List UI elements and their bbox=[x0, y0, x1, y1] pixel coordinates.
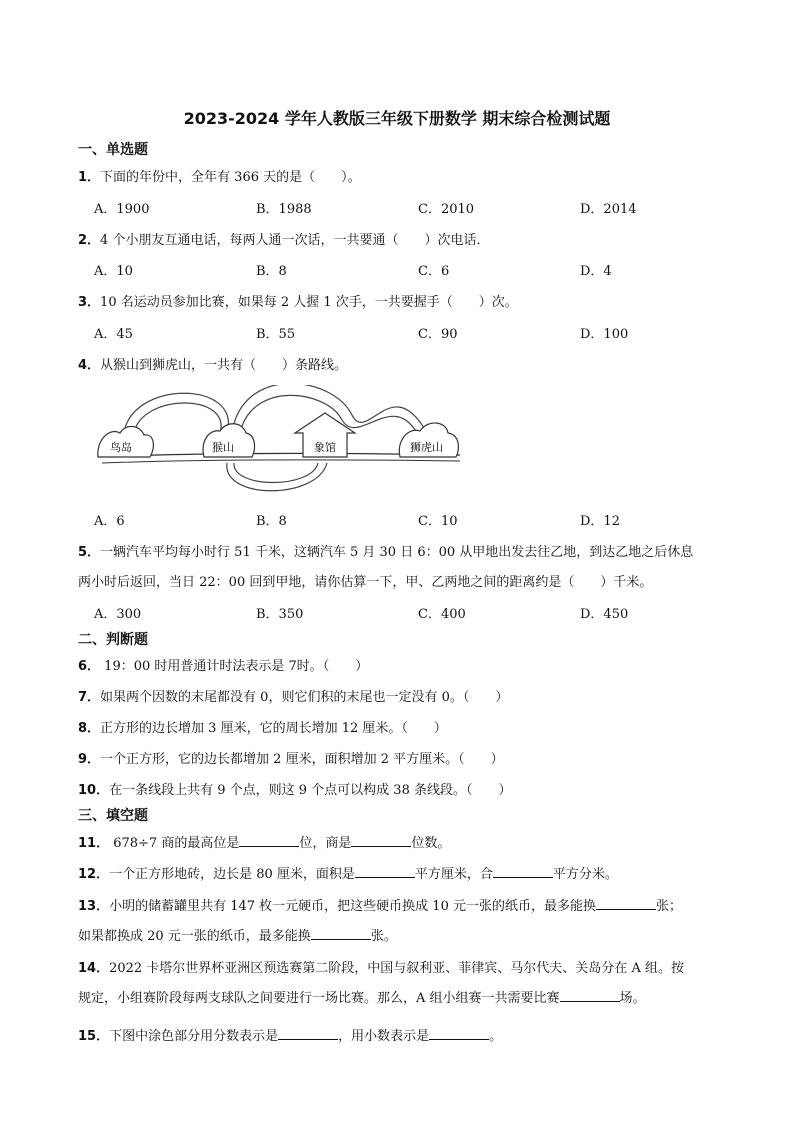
question-10 bbox=[78, 779, 511, 798]
question-5-line-2: 两小时后返回，当日 22：00 回到甲地，请你估算一下，甲、乙两地之间的距离约是（ ）千米。 bbox=[78, 575, 653, 590]
place-label-monkey-hill: 猴山 bbox=[212, 441, 234, 454]
question-3 bbox=[78, 291, 518, 310]
section-heading-true-false: 二、判断题 bbox=[78, 632, 148, 648]
option-a: A．45 bbox=[94, 327, 133, 342]
answer-blank[interactable] bbox=[278, 1027, 338, 1040]
section-heading-single-choice: 一、单选题 bbox=[78, 142, 148, 158]
question-number: 5． bbox=[78, 545, 101, 560]
question-number: 2． bbox=[78, 233, 101, 248]
answer-blank[interactable] bbox=[355, 865, 415, 878]
place-label-lion-tiger-hill: 狮虎山 bbox=[410, 441, 443, 454]
question-text: 如果两个因数的末尾都没有 0，则它们积的末尾也一定没有 0。（ ） bbox=[100, 690, 509, 705]
option-d: D．100 bbox=[580, 327, 629, 342]
answer-blank[interactable] bbox=[493, 865, 553, 878]
question-9 bbox=[78, 748, 504, 767]
question-number: 15． bbox=[78, 1029, 110, 1044]
question-12 bbox=[78, 863, 618, 882]
question-text: 规定，小组赛阶段每两支球队之间要进行一场比赛。那么，A 组小组赛一共需要比赛 bbox=[78, 991, 560, 1006]
question-text: 在一条线段上共有 9 个点，则这 9 个点可以构成 38 条线段。（ ） bbox=[109, 783, 512, 798]
route-diagram bbox=[92, 385, 467, 495]
option-b: B．8 bbox=[256, 514, 287, 529]
question-14-line-2 bbox=[78, 987, 646, 1006]
question-text: 。 bbox=[489, 1029, 503, 1044]
option-a: A．1900 bbox=[94, 202, 150, 217]
question-2 bbox=[78, 229, 489, 248]
question-15 bbox=[78, 1025, 502, 1044]
question-8 bbox=[78, 717, 447, 736]
route-arc-1b bbox=[134, 403, 221, 433]
question-text: 一个正方形地砖，边长是 80 厘米，面积是 bbox=[109, 867, 355, 882]
question-text: 678÷7 商的最高位是 bbox=[109, 836, 240, 851]
question-number: 13． bbox=[78, 899, 110, 914]
question-number: 7． bbox=[78, 690, 101, 705]
question-5-line-1 bbox=[78, 541, 693, 560]
option-c: C．90 bbox=[418, 327, 458, 342]
option-d: D．2014 bbox=[580, 202, 637, 217]
question-text: 10 名运动员参加比赛，如果每 2 人握 1 次手，一共要握手（ ）次。 bbox=[100, 295, 518, 310]
question-number: 14． bbox=[78, 961, 110, 976]
option-c: C．6 bbox=[418, 264, 450, 279]
question-13-line-1 bbox=[78, 895, 682, 914]
question-text: 一个正方形，它的边长都增加 2 厘米，面积增加 2 平方厘米。（ ） bbox=[100, 752, 504, 767]
page-title: 2023-2024 学年人教版三年级下册数学 期末综合检测试题 bbox=[183, 109, 611, 128]
section-heading-fill-blank: 三、填空题 bbox=[78, 808, 148, 824]
option-d: D．4 bbox=[580, 264, 612, 279]
option-a: A．300 bbox=[94, 607, 142, 622]
route-arc-1 bbox=[124, 393, 228, 433]
option-b: B．1988 bbox=[256, 202, 312, 217]
place-label-elephant-house: 象馆 bbox=[314, 441, 336, 454]
question-13-line-2 bbox=[78, 925, 397, 944]
answer-blank[interactable] bbox=[596, 897, 656, 910]
question-number: 10． bbox=[78, 783, 110, 798]
answer-blank[interactable] bbox=[560, 989, 620, 1002]
answer-blank[interactable] bbox=[351, 834, 411, 847]
question-number: 9． bbox=[78, 752, 101, 767]
question-text: 小明的储蓄罐里共有 147 枚一元硬币，把这些硬币换成 10 元一张的纸币，最多能换 bbox=[109, 899, 596, 914]
place-label-bird-island: 鸟岛 bbox=[110, 441, 132, 454]
option-a: A．6 bbox=[94, 514, 125, 529]
option-c: C．400 bbox=[418, 607, 466, 622]
option-c: C．2010 bbox=[418, 202, 475, 217]
option-b: B．8 bbox=[256, 264, 287, 279]
question-number: 4． bbox=[78, 358, 101, 373]
question-number: 3． bbox=[78, 295, 101, 310]
question-6 bbox=[78, 655, 368, 674]
option-c: C．10 bbox=[418, 514, 458, 529]
route-loop-lower-b bbox=[234, 463, 318, 483]
question-7 bbox=[78, 686, 508, 705]
question-number: 6． bbox=[78, 659, 101, 674]
answer-blank[interactable] bbox=[429, 1027, 489, 1040]
option-d: D．12 bbox=[580, 514, 620, 529]
answer-blank[interactable] bbox=[239, 834, 299, 847]
question-1 bbox=[78, 166, 361, 185]
question-text: 张； bbox=[655, 899, 682, 914]
question-text: 从猴山到狮虎山，一共有（ ）条路线。 bbox=[100, 358, 348, 373]
ground-line-2 bbox=[102, 460, 460, 463]
question-text: 张。 bbox=[370, 929, 397, 944]
question-number: 1． bbox=[78, 170, 101, 185]
question-text: 位数。 bbox=[411, 836, 451, 851]
option-b: B．55 bbox=[256, 327, 296, 342]
question-number: 11． bbox=[78, 836, 110, 851]
question-text: 平方厘米，合 bbox=[414, 867, 493, 882]
question-text: 2022 卡塔尔世界杯亚洲区预选赛第二阶段，中国与叙利亚、菲律宾、马尔代夫、关岛分在 A 组。按 bbox=[109, 961, 684, 976]
question-text: 下面的年份中，全年有 366 天的是（ ）。 bbox=[100, 170, 361, 185]
option-a: A．10 bbox=[94, 264, 133, 279]
answer-blank[interactable] bbox=[311, 927, 371, 940]
option-b: B．350 bbox=[256, 607, 304, 622]
question-11 bbox=[78, 832, 450, 851]
question-number: 8． bbox=[78, 721, 101, 736]
question-text: 下图中涂色部分用分数表示是 bbox=[109, 1029, 279, 1044]
question-number: 12． bbox=[78, 867, 110, 882]
question-text: 19：00 时用普通计时法表示是 7时。（ ） bbox=[100, 659, 369, 674]
question-text: 如果都换成 20 元一张的纸币，最多能换 bbox=[78, 929, 311, 944]
question-text: 4 个小朋友互通电话，每两人通一次话，一共要通（ ）次电话． bbox=[100, 233, 490, 248]
question-text: ，用小数表示是 bbox=[338, 1029, 430, 1044]
question-text: 位，商是 bbox=[299, 836, 352, 851]
question-text: 平方分米。 bbox=[552, 867, 618, 882]
question-text: 正方形的边长增加 3 厘米，它的周长增加 12 厘米。（ ） bbox=[100, 721, 447, 736]
question-text: 场。 bbox=[619, 991, 646, 1006]
option-d: D．450 bbox=[580, 607, 629, 622]
question-14-line-1 bbox=[78, 957, 684, 976]
question-text: 一辆汽车平均每小时行 51 千米，这辆汽车 5 月 30 日 6：00 从甲地出发去往乙地，到达乙地之后休息 bbox=[100, 545, 694, 560]
route-loop-lower bbox=[227, 463, 327, 491]
question-4 bbox=[78, 354, 347, 373]
